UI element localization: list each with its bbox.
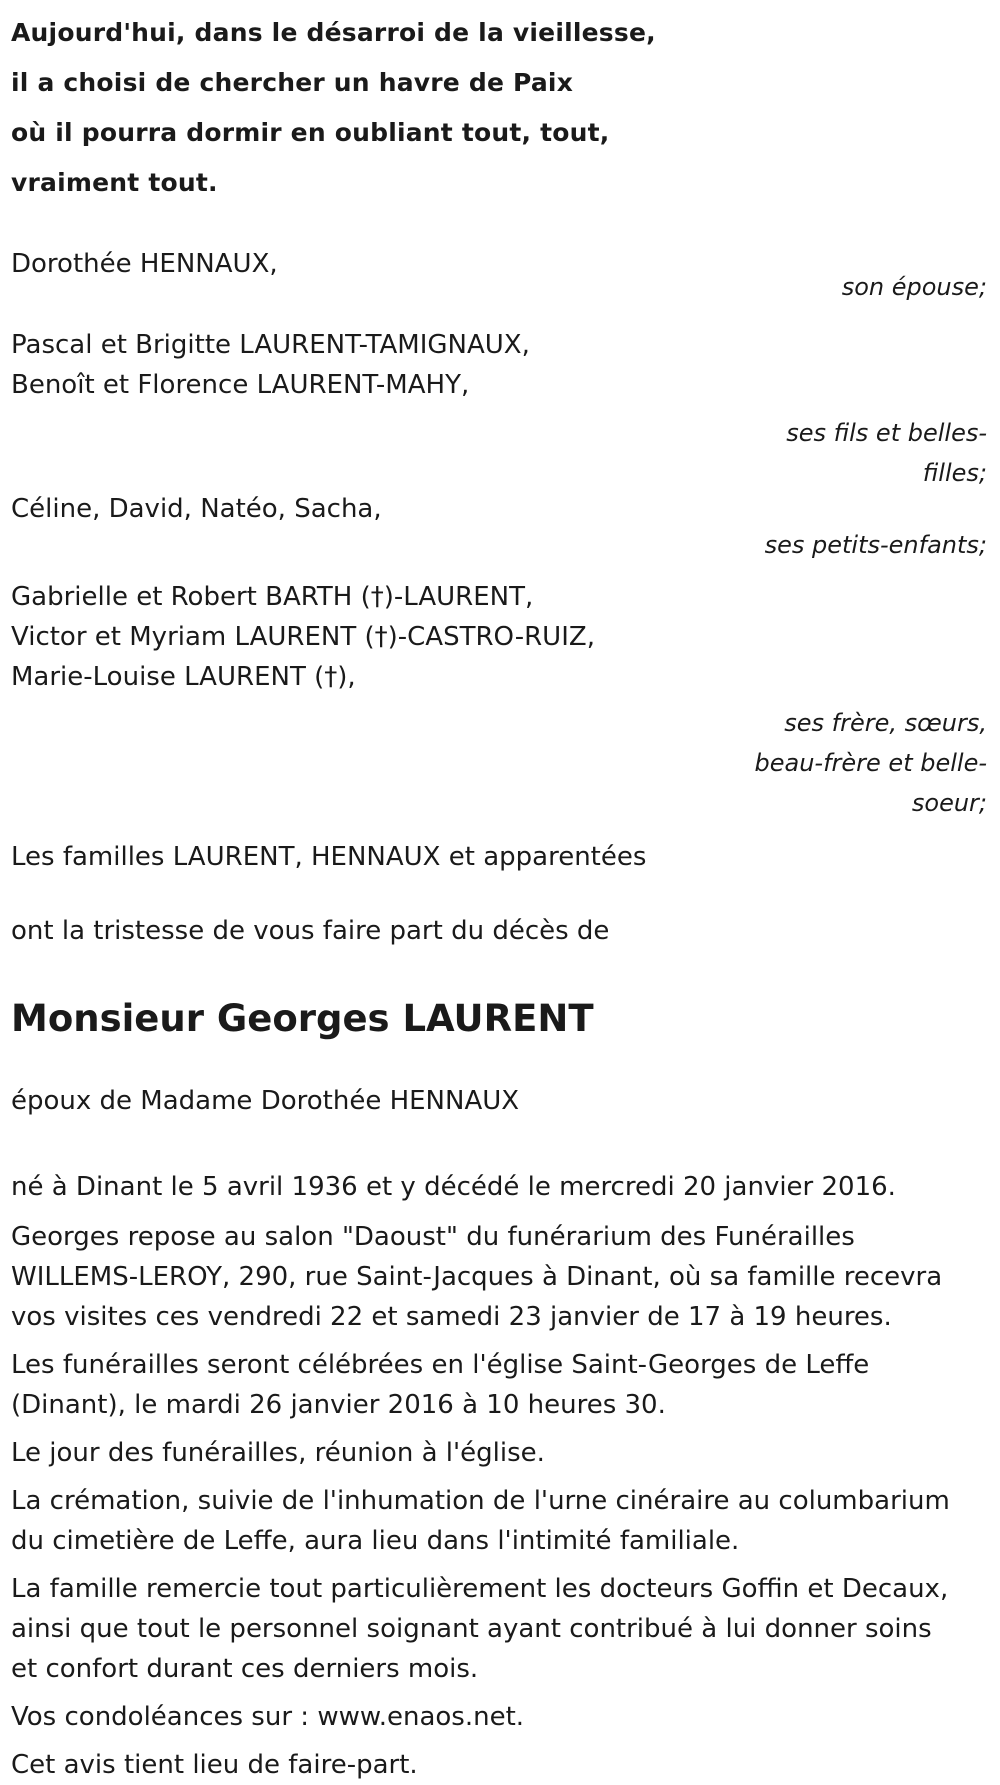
paragraph-line: du cimetière de Leffe, aura lieu dans l'intimité familiale. <box>11 1526 740 1556</box>
announcement-line: ont la tristesse de vous faire part du décès de <box>11 916 610 946</box>
spouse-of-line: époux de Madame Dorothée HENNAUX <box>11 1086 520 1116</box>
paragraph-notice <box>11 1745 1000 1785</box>
paragraph-thanks <box>11 1569 1000 1689</box>
paragraph-cremation <box>11 1481 1000 1561</box>
family-role <box>11 413 987 493</box>
deceased-name: Monsieur Georges LAURENT <box>11 997 594 1040</box>
family-role-line: son épouse; <box>841 273 987 301</box>
paragraph-line: Les funérailles seront célébrées en l'église Saint-Georges de Leffe <box>11 1350 870 1380</box>
paragraph-line: ainsi que tout le personnel soignant ayant contribué à lui donner soins <box>11 1614 932 1644</box>
paragraph-line: vos visites ces vendredi 22 et samedi 23 janvier de 17 à 19 heures. <box>11 1302 892 1332</box>
family-role-line: filles; <box>922 459 987 487</box>
obituary-notice <box>11 0 991 1785</box>
family-role-line: beau-frère et belle- <box>754 749 987 777</box>
family-name-line: Gabrielle et Robert BARTH (†)-LAURENT, <box>11 582 534 612</box>
family-role <box>11 703 987 823</box>
family-name-line: Benoît et Florence LAURENT-MAHY, <box>11 370 470 400</box>
poem-line: il a choisi de chercher un havre de Paix <box>11 68 574 97</box>
family-name-line: Céline, David, Natéo, Sacha, <box>11 494 382 524</box>
family-name-line: Dorothée HENNAUX, <box>11 249 278 279</box>
paragraph-condolences <box>11 1697 1000 1737</box>
paragraph-line: La crémation, suivie de l'inhumation de l'urne cinéraire au columbarium <box>11 1486 950 1516</box>
family-group-children <box>11 325 991 493</box>
family-role-line: soeur; <box>911 789 987 817</box>
paragraph-line: Georges repose au salon "Daoust" du funérarium des Funérailles <box>11 1222 855 1252</box>
poem-line: où il pourra dormir en oubliant tout, tout, <box>11 118 610 147</box>
family-role-line: ses frère, sœurs, <box>784 709 987 737</box>
paragraph-line: (Dinant), le mardi 26 janvier 2016 à 10 heures 30. <box>11 1390 666 1420</box>
families-line: Les familles LAURENT, HENNAUX et apparentées <box>11 842 647 872</box>
family-group-siblings <box>11 577 991 823</box>
birth-death-line: né à Dinant le 5 avril 1936 et y décédé le mercredi 20 janvier 2016. <box>11 1172 896 1202</box>
paragraph-meeting <box>11 1433 1000 1473</box>
paragraph-line: WILLEMS-LEROY, 290, rue Saint-Jacques à Dinant, où sa famille recevra <box>11 1262 943 1292</box>
paragraph-line: La famille remercie tout particulièrement les docteurs Goffin et Decaux, <box>11 1574 949 1604</box>
poem-line: vraiment tout. <box>11 168 218 197</box>
paragraph-line: Cet avis tient lieu de faire-part. <box>11 1750 418 1780</box>
opening-poem <box>11 8 991 208</box>
family-role-line: ses petits-enfants; <box>764 531 987 559</box>
paragraph-line: Le jour des funérailles, réunion à l'église. <box>11 1438 545 1468</box>
family-name-line: Marie-Louise LAURENT (†), <box>11 662 356 692</box>
paragraph-funeral <box>11 1345 1000 1425</box>
family-group-spouse <box>11 244 991 307</box>
paragraph-viewing <box>11 1217 1000 1337</box>
paragraph-line: et confort durant ces derniers mois. <box>11 1654 479 1684</box>
family-role <box>11 525 987 565</box>
paragraph-line: Vos condoléances sur : www.enaos.net. <box>11 1702 525 1732</box>
family-role-line: ses fils et belles- <box>786 419 987 447</box>
poem-line: Aujourd'hui, dans le désarroi de la vieillesse, <box>11 18 656 47</box>
family-group-grandchildren <box>11 489 991 565</box>
family-name-line: Pascal et Brigitte LAURENT-TAMIGNAUX, <box>11 330 530 360</box>
family-name-line: Victor et Myriam LAURENT (†)-CASTRO-RUIZ, <box>11 622 595 652</box>
